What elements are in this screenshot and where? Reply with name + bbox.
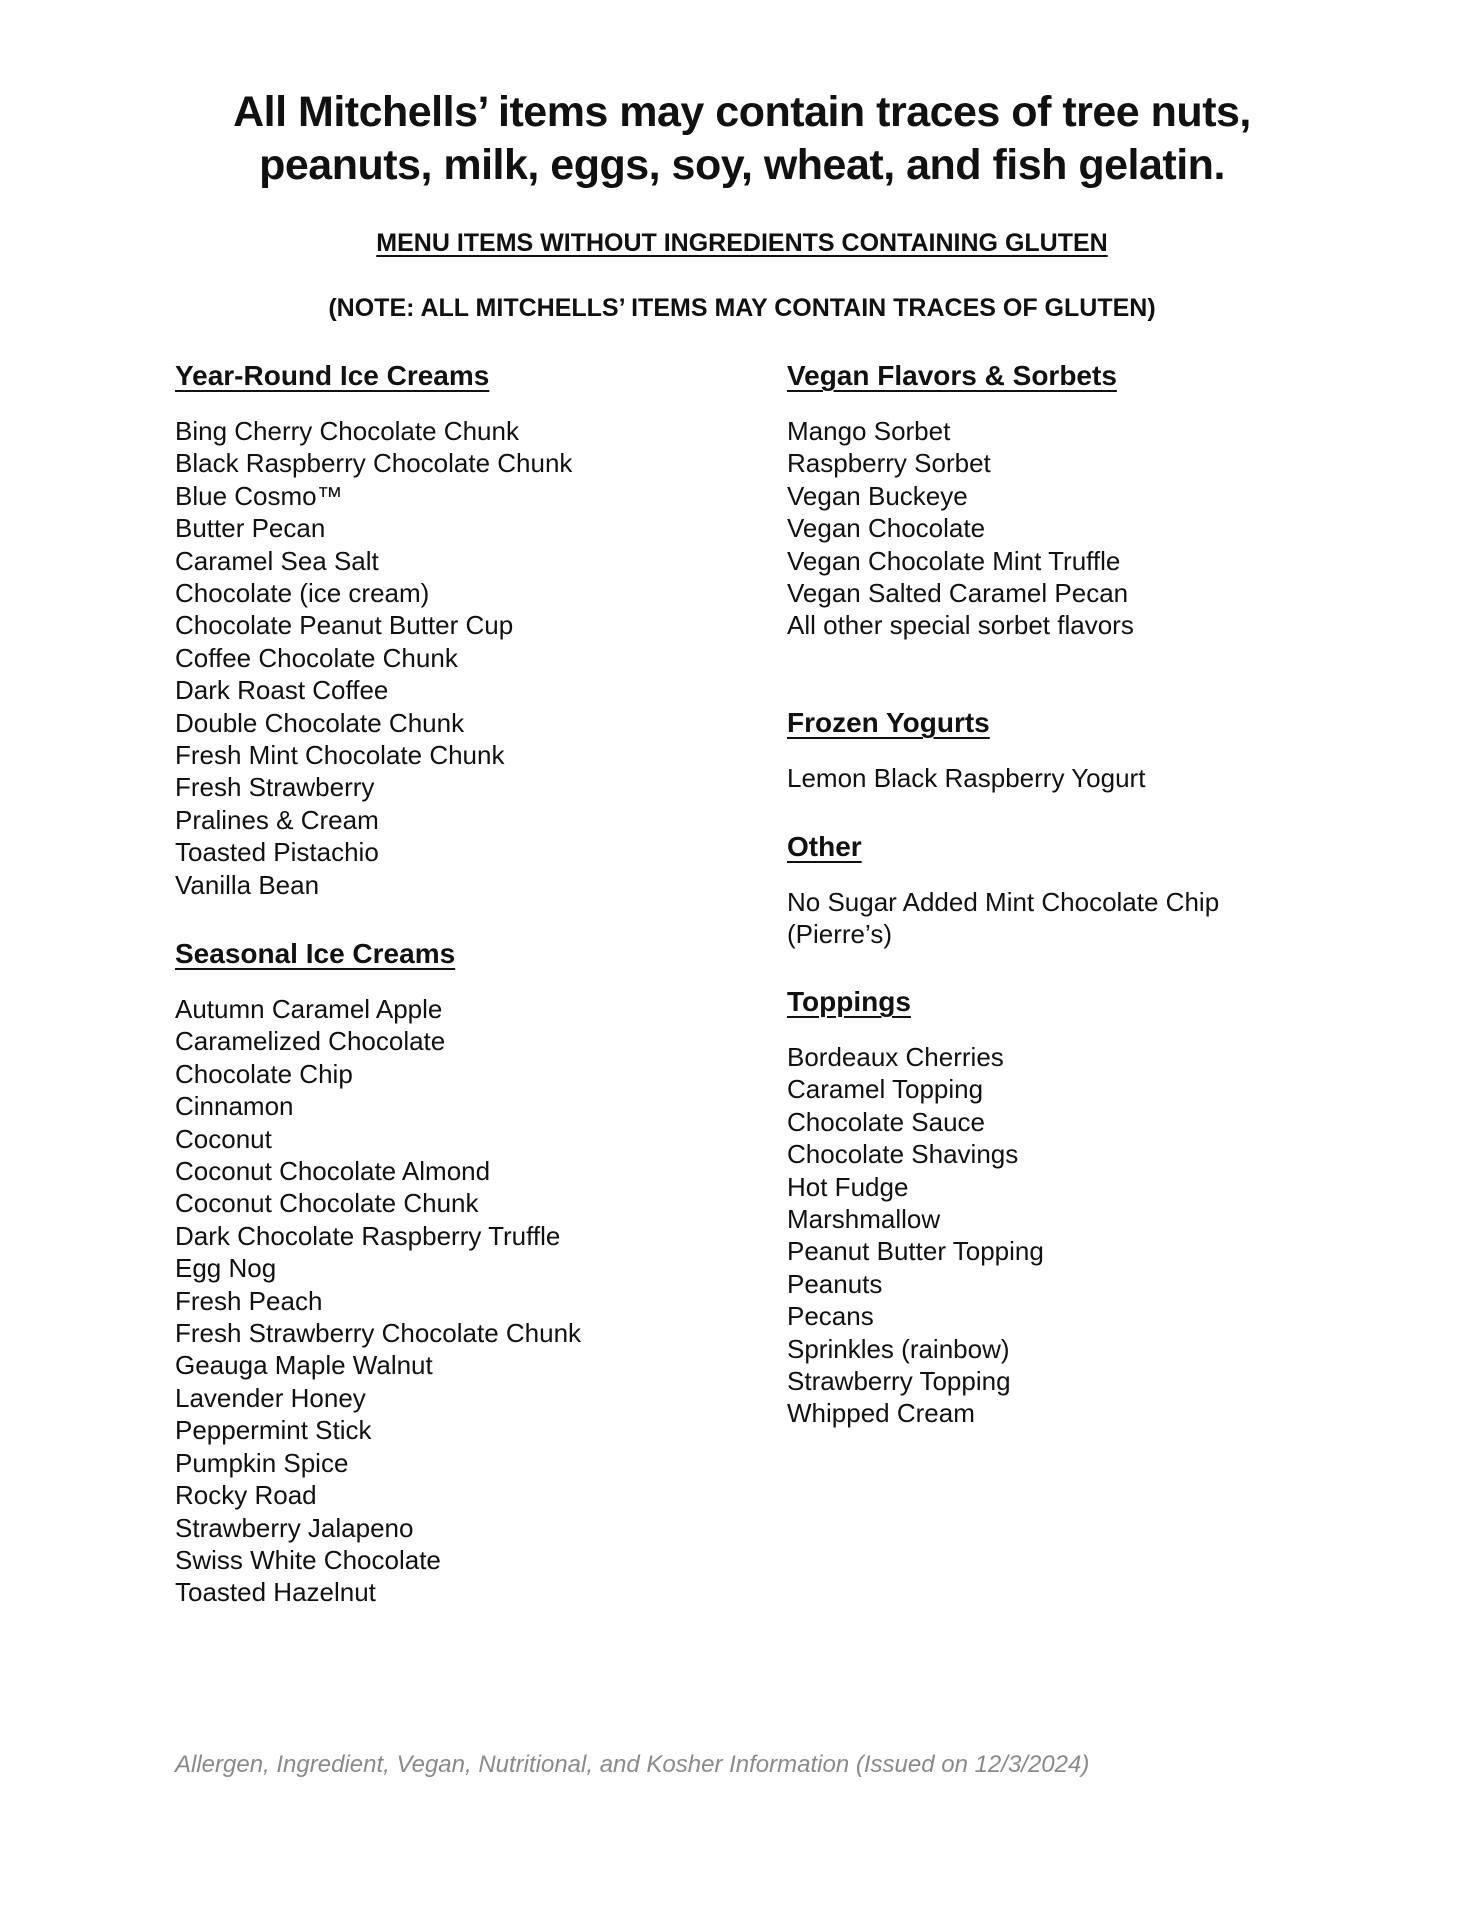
- section-heading: Frozen Yogurts: [787, 707, 990, 738]
- list-item: Pralines & Cream: [175, 804, 379, 835]
- list-item: Lavender Honey: [175, 1382, 366, 1413]
- list-item: No Sugar Added Mint Chocolate Chip: [787, 887, 1220, 917]
- list-item: Vegan Chocolate: [787, 513, 986, 544]
- section-heading: Vegan Flavors & Sorbets: [787, 360, 1117, 391]
- list-item: Blue Cosmo™: [175, 480, 343, 511]
- list-item: Chocolate Shavings: [787, 1139, 1019, 1170]
- list-item: Butter Pecan: [175, 513, 326, 544]
- list-item: Black Raspberry Chocolate Chunk: [175, 448, 573, 479]
- list-item: Caramelized Chocolate: [175, 1026, 446, 1057]
- list-item: Caramel Topping: [787, 1074, 984, 1105]
- section-year-round: [175, 359, 572, 901]
- allergen-warning-title: [60, 86, 1424, 192]
- list-item: Dark Chocolate Raspberry Truffle: [175, 1220, 561, 1251]
- section-vegan: [787, 359, 1134, 642]
- list-item: Chocolate (ice cream): [175, 578, 430, 609]
- item-list: [787, 415, 1134, 642]
- list-item: Swiss White Chocolate: [175, 1544, 441, 1575]
- list-item: Pecans: [787, 1301, 874, 1332]
- list-item: Coffee Chocolate Chunk: [175, 642, 458, 673]
- list-item: Coconut: [175, 1123, 272, 1154]
- list-item: Lemon Black Raspberry Yogurt: [787, 763, 1146, 793]
- section-other: [787, 830, 1219, 951]
- list-item: Chocolate Peanut Butter Cup: [175, 610, 514, 641]
- list-item: Whipped Cream: [787, 1398, 975, 1429]
- section-seasonal: [175, 937, 581, 1609]
- list-item: Double Chocolate Chunk: [175, 707, 465, 738]
- list-item: Fresh Strawberry: [175, 772, 375, 803]
- list-item: Fresh Peach: [175, 1285, 323, 1316]
- item-list: [787, 762, 1145, 794]
- list-item: Vegan Buckeye: [787, 480, 968, 511]
- list-item: Chocolate Sauce: [787, 1106, 986, 1137]
- list-item: Bordeaux Cherries: [787, 1042, 1004, 1072]
- list-item: Fresh Mint Chocolate Chunk: [175, 740, 505, 771]
- list-item: Bing Cherry Chocolate Chunk: [175, 416, 519, 446]
- list-item: Coconut Chocolate Chunk: [175, 1188, 479, 1219]
- item-list: [175, 993, 581, 1609]
- list-item: Rocky Road: [175, 1480, 317, 1511]
- list-item: Geauga Maple Walnut: [175, 1350, 433, 1381]
- list-item: Pumpkin Spice: [175, 1447, 349, 1478]
- section-heading: Toppings: [787, 986, 911, 1017]
- title-line-2: peanuts, milk, eggs, soy, wheat, and fish gelatin.: [259, 141, 1225, 189]
- section-heading: Year-Round Ice Creams: [175, 360, 490, 391]
- list-item: All other special sorbet flavors: [787, 610, 1134, 641]
- list-item: Marshmallow: [787, 1204, 941, 1235]
- section-heading: Seasonal Ice Creams: [175, 938, 456, 969]
- list-item: Vanilla Bean: [175, 869, 320, 900]
- list-item: Cinnamon: [175, 1091, 294, 1122]
- section-heading: Other: [787, 831, 862, 862]
- gluten-trace-note: (NOTE: ALL MITCHELLS’ ITEMS MAY CONTAIN TRACES OF GLUTEN): [328, 294, 1156, 322]
- list-item: Toasted Pistachio: [175, 837, 379, 868]
- list-item: Fresh Strawberry Chocolate Chunk: [175, 1318, 582, 1349]
- title-line-1: All Mitchells’ items may contain traces of tree nuts,: [233, 88, 1251, 136]
- list-item: Peanut Butter Topping: [787, 1236, 1044, 1267]
- list-item: Mango Sorbet: [787, 416, 951, 446]
- item-list: [175, 415, 572, 901]
- section-toppings: [787, 985, 1044, 1430]
- list-item: Sprinkles (rainbow): [787, 1333, 1010, 1364]
- list-item: (Pierre’s): [787, 919, 892, 950]
- list-item: Egg Nog: [175, 1253, 277, 1284]
- list-item: Caramel Sea Salt: [175, 545, 379, 576]
- list-item: Dark Roast Coffee: [175, 675, 389, 706]
- list-item: Autumn Caramel Apple: [175, 994, 443, 1024]
- list-item: Peanuts: [787, 1268, 883, 1299]
- section-frozen-yogurts: [787, 706, 1145, 794]
- footer-issued-note: Allergen, Ingredient, Vegan, Nutritional, and Kosher Information (Issued on 12/3/2024): [175, 1751, 1090, 1778]
- item-list: [787, 886, 1219, 951]
- list-item: Peppermint Stick: [175, 1415, 372, 1446]
- item-list: [787, 1041, 1044, 1430]
- list-item: Hot Fudge: [787, 1171, 909, 1202]
- list-item: Raspberry Sorbet: [787, 448, 991, 479]
- list-item: Vegan Salted Caramel Pecan: [787, 578, 1129, 609]
- list-item: Strawberry Topping: [787, 1366, 1011, 1397]
- list-item: Chocolate Chip: [175, 1058, 353, 1089]
- list-item: Vegan Chocolate Mint Truffle: [787, 545, 1121, 576]
- gluten-free-subtitle: MENU ITEMS WITHOUT INGREDIENTS CONTAINING GLUTEN: [376, 229, 1108, 257]
- list-item: Strawberry Jalapeno: [175, 1512, 414, 1543]
- list-item: Toasted Hazelnut: [175, 1577, 376, 1608]
- list-item: Coconut Chocolate Almond: [175, 1156, 491, 1187]
